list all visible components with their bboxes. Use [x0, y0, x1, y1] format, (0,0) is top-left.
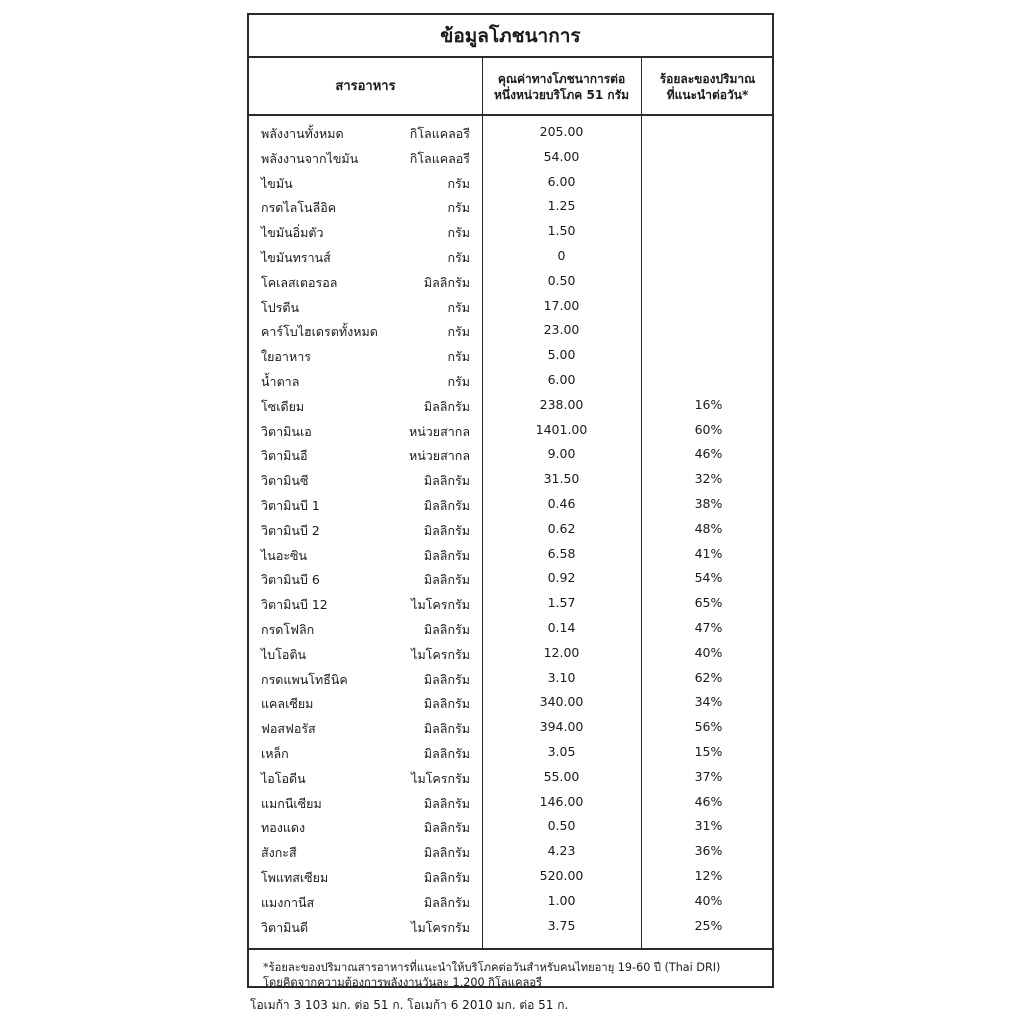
nutrient-unit: หน่วยสากล — [408, 423, 470, 439]
nutrient-name: ไขมันอิ่มตัว — [261, 225, 324, 241]
nutrient-name: พลังงานจากไขมัน — [261, 150, 359, 166]
nutrient-daily-percent: 40% — [694, 892, 723, 908]
nutrient-daily-percent: 31% — [694, 818, 723, 834]
table-row — [249, 790, 772, 814]
nutrient-daily-percent: 36% — [694, 843, 723, 859]
nutrient-daily-percent: 54% — [694, 570, 723, 586]
nutrient-unit: หน่วยสากล — [408, 448, 470, 464]
nutrient-unit: มิลลิกรัม — [423, 894, 470, 910]
nutrient-unit: มิลลิกรัม — [423, 845, 470, 861]
nutrient-unit: มิลลิกรัม — [423, 547, 470, 563]
nutrient-value: 17.00 — [543, 297, 580, 313]
table-row — [249, 219, 772, 243]
table-row — [249, 194, 772, 218]
nutrient-value: 12.00 — [543, 644, 580, 660]
table-row — [249, 690, 772, 714]
nutrient-value: 146.00 — [539, 793, 584, 809]
table-row — [249, 244, 772, 268]
nutrient-value: 0.62 — [547, 520, 576, 536]
nutrient-name: กรดแพนโทธีนิค — [261, 671, 348, 687]
nutrient-unit: ไมโครกรัม — [411, 646, 470, 662]
nutrient-name: วิตามินเอ — [261, 423, 312, 439]
nutrient-name: ทองแดง — [261, 820, 306, 836]
nutrient-daily-percent: 41% — [694, 545, 723, 561]
omega-note: โอเมก้า 3 103 มก. ต่อ 51 ก. โอเมก้า 6 2010 มก. ต่อ 51 ก. — [250, 998, 569, 1012]
table-row — [249, 616, 772, 640]
nutrient-value: 0.46 — [547, 496, 576, 511]
nutrient-value: 5.00 — [547, 347, 576, 363]
footnote-line2: โดยคิดจากความต้องการพลังงานวันละ 1,200 กิโลแคลอรี — [263, 976, 543, 989]
nutrient-value: 340.00 — [539, 694, 584, 710]
table-row — [249, 418, 772, 442]
table-row — [249, 145, 772, 169]
nutrient-value: 55.00 — [543, 768, 580, 784]
nutrient-value: 0.92 — [547, 570, 576, 586]
nutrient-name: วิตามินบี 6 — [261, 572, 320, 588]
nutrient-value: 6.00 — [547, 372, 576, 387]
table-row — [249, 566, 772, 590]
nutrient-value: 520.00 — [539, 868, 584, 883]
nutrient-name: ฟอสฟอรัส — [261, 721, 316, 737]
nutrient-name: ใยอาหาร — [261, 349, 311, 365]
nutrient-daily-percent: 32% — [694, 471, 723, 487]
nutrient-daily-percent: 46% — [694, 446, 723, 462]
nutrient-unit: มิลลิกรัม — [423, 746, 470, 761]
table-row — [249, 864, 772, 888]
nutrient-name: ไขมันทรานส์ — [261, 250, 331, 265]
nutrient-unit: กรัม — [447, 175, 470, 191]
nutrient-daily-percent: 56% — [694, 719, 723, 735]
table-row — [249, 740, 772, 764]
nutrient-unit: มิลลิกรัม — [423, 498, 470, 513]
nutrient-unit: กรัม — [447, 200, 470, 216]
nutrient-unit: มิลลิกรัม — [423, 274, 470, 290]
nutrient-value: 9.00 — [547, 446, 576, 462]
nutrient-name: พลังงานทั้งหมด — [261, 126, 344, 141]
table-row — [249, 814, 772, 838]
nutrient-unit: กิโลแคลอรี — [409, 150, 470, 166]
table-row — [249, 442, 772, 466]
nutrient-name: เหล็ก — [261, 746, 289, 761]
nutrient-daily-percent: 16% — [694, 396, 723, 412]
table-row — [249, 889, 772, 913]
nutrient-unit: ไมโครกรัม — [411, 770, 470, 786]
nutrient-name: โคเลสเตอรอล — [261, 274, 338, 290]
nutrient-value: 3.75 — [547, 917, 576, 933]
nutrition-facts-panel — [247, 13, 774, 988]
nutrient-unit: มิลลิกรัม — [423, 522, 470, 538]
table-row — [249, 467, 772, 491]
nutrient-name: สังกะสี — [261, 845, 297, 861]
nutrient-value: 4.23 — [547, 843, 576, 859]
nutrient-value: 394.00 — [539, 719, 584, 735]
table-row — [249, 294, 772, 318]
nutrient-value: 205.00 — [539, 124, 584, 139]
nutrient-value: 6.58 — [547, 545, 576, 561]
nutrient-unit: กิโลแคลอรี — [409, 126, 470, 141]
nutrient-unit: มิลลิกรัม — [423, 622, 470, 637]
nutrient-name: โพแทสเซียม — [261, 870, 329, 885]
nutrient-daily-percent: 38% — [694, 496, 723, 511]
nutrient-value: 23.00 — [543, 322, 580, 338]
nutrient-daily-percent: 47% — [694, 620, 723, 635]
nutrient-daily-percent: 40% — [694, 644, 723, 660]
nutrient-unit: มิลลิกรัม — [423, 572, 470, 588]
table-row — [249, 839, 772, 863]
nutrient-daily-percent: 60% — [694, 421, 723, 437]
nutrient-name: แมงกานีส — [261, 894, 315, 910]
table-row — [249, 120, 772, 144]
nutrient-unit: มิลลิกรัม — [423, 721, 470, 737]
nutrient-value: 1.50 — [547, 223, 576, 239]
nutrient-daily-percent: 34% — [694, 694, 723, 710]
table-row — [249, 318, 772, 342]
table-row — [249, 517, 772, 541]
nutrient-name: วิตามินบี 12 — [261, 597, 328, 613]
footnote-line1: *ร้อยละของปริมาณสารอาหารที่แนะนำให้บริโภคต่อวันสำหรับคนไทยอายุ 19-60 ปี (Thai DRI) — [263, 961, 721, 974]
nutrient-value: 1401.00 — [535, 421, 588, 437]
nutrient-name: โซเดียม — [261, 398, 305, 414]
header-per-serving-line2: หนึ่งหน่วยบริโภค 51 กรัม — [494, 88, 629, 102]
table-row — [249, 393, 772, 417]
nutrient-unit: ไมโครกรัม — [411, 919, 470, 935]
nutrient-value: 6.00 — [547, 173, 576, 189]
nutrient-daily-percent: 46% — [694, 793, 723, 809]
nutrient-value: 3.10 — [547, 669, 576, 685]
nutrient-unit: มิลลิกรัม — [423, 870, 470, 885]
nutrient-name: โปรตีน — [261, 299, 300, 315]
nutrient-name: วิตามินอี — [261, 448, 308, 464]
nutrient-rows — [249, 116, 772, 948]
nutrient-name: คาร์โบไฮเดรตทั้งหมด — [261, 324, 378, 340]
nutrient-value: 1.00 — [547, 892, 576, 908]
table-row — [249, 641, 772, 665]
nutrient-unit: มิลลิกรัม — [423, 795, 470, 811]
nutrient-daily-percent: 62% — [694, 669, 723, 685]
nutrient-unit: มิลลิกรัม — [423, 398, 470, 414]
table-row — [249, 269, 772, 293]
nutrient-value: 1.25 — [547, 198, 576, 214]
nutrient-unit: กรัม — [447, 374, 470, 389]
nutrient-daily-percent: 65% — [694, 595, 723, 611]
nutrient-value: 238.00 — [539, 396, 584, 412]
nutrient-daily-percent: 15% — [694, 744, 723, 759]
footnote — [249, 948, 772, 990]
nutrient-unit: กรัม — [447, 349, 470, 365]
nutrient-value: 1.57 — [547, 595, 576, 611]
nutrient-unit: มิลลิกรัม — [423, 696, 470, 712]
nutrient-value: 54.00 — [543, 148, 580, 164]
table-row — [249, 715, 772, 739]
nutrient-unit: มิลลิกรัม — [423, 820, 470, 836]
nutrient-unit: กรัม — [447, 225, 470, 241]
nutrient-name: ไนอะซิน — [261, 547, 308, 563]
nutrient-value: 0 — [557, 248, 566, 263]
nutrient-unit: มิลลิกรัม — [423, 671, 470, 687]
nutrient-name: วิตามินดี — [261, 919, 309, 935]
nutrient-name: วิตามินบี 1 — [261, 498, 320, 513]
table-header — [249, 58, 772, 116]
nutrient-value: 0.14 — [547, 620, 576, 635]
table-row — [249, 343, 772, 367]
table-row — [249, 542, 772, 566]
header-nutrient: สารอาหาร — [335, 79, 396, 94]
nutrient-value: 0.50 — [547, 272, 576, 288]
nutrient-daily-percent: 37% — [694, 768, 723, 784]
nutrient-unit: ไมโครกรัม — [411, 597, 470, 613]
table-row — [249, 591, 772, 615]
panel-title: ข้อมูลโภชนาการ — [249, 15, 772, 58]
nutrient-daily-percent: 12% — [694, 868, 723, 883]
nutrient-value: 0.50 — [547, 818, 576, 834]
nutrient-daily-percent: 25% — [694, 917, 723, 933]
nutrient-name: วิตามินบี 2 — [261, 522, 320, 538]
header-daily-percent — [641, 58, 774, 116]
header-daily-percent-line2: ที่แนะนำต่อวัน* — [666, 88, 749, 102]
nutrient-name: ไบโอติน — [261, 646, 307, 662]
table-row — [249, 666, 772, 690]
nutrient-name: ไขมัน — [261, 175, 293, 191]
nutrient-daily-percent: 48% — [694, 520, 723, 536]
nutrient-name: วิตามินซี — [261, 473, 309, 489]
table-row — [249, 765, 772, 789]
nutrient-unit: กรัม — [447, 250, 470, 265]
nutrient-value: 3.05 — [547, 744, 576, 759]
nutrient-unit: มิลลิกรัม — [423, 473, 470, 489]
nutrient-name: แมกนีเซียม — [261, 795, 322, 811]
table-row — [249, 368, 772, 392]
nutrient-name: กรดไลโนลีอิค — [261, 200, 337, 216]
nutrient-name: น้ำตาล — [261, 374, 300, 389]
header-daily-percent-line1: ร้อยละของปริมาณ — [659, 72, 756, 86]
header-per-serving — [482, 58, 641, 116]
nutrient-name: กรดโฟลิก — [261, 622, 315, 637]
table-row — [249, 170, 772, 194]
nutrient-name: ไอโอดีน — [261, 770, 306, 786]
nutrient-value: 31.50 — [543, 471, 580, 487]
nutrient-unit: กรัม — [447, 324, 470, 340]
table-row — [249, 492, 772, 516]
table-row — [249, 914, 772, 938]
nutrient-unit: กรัม — [447, 299, 470, 315]
nutrient-name: แคลเซียม — [261, 696, 314, 712]
header-per-serving-line1: คุณค่าทางโภชนาการต่อ — [497, 72, 626, 86]
